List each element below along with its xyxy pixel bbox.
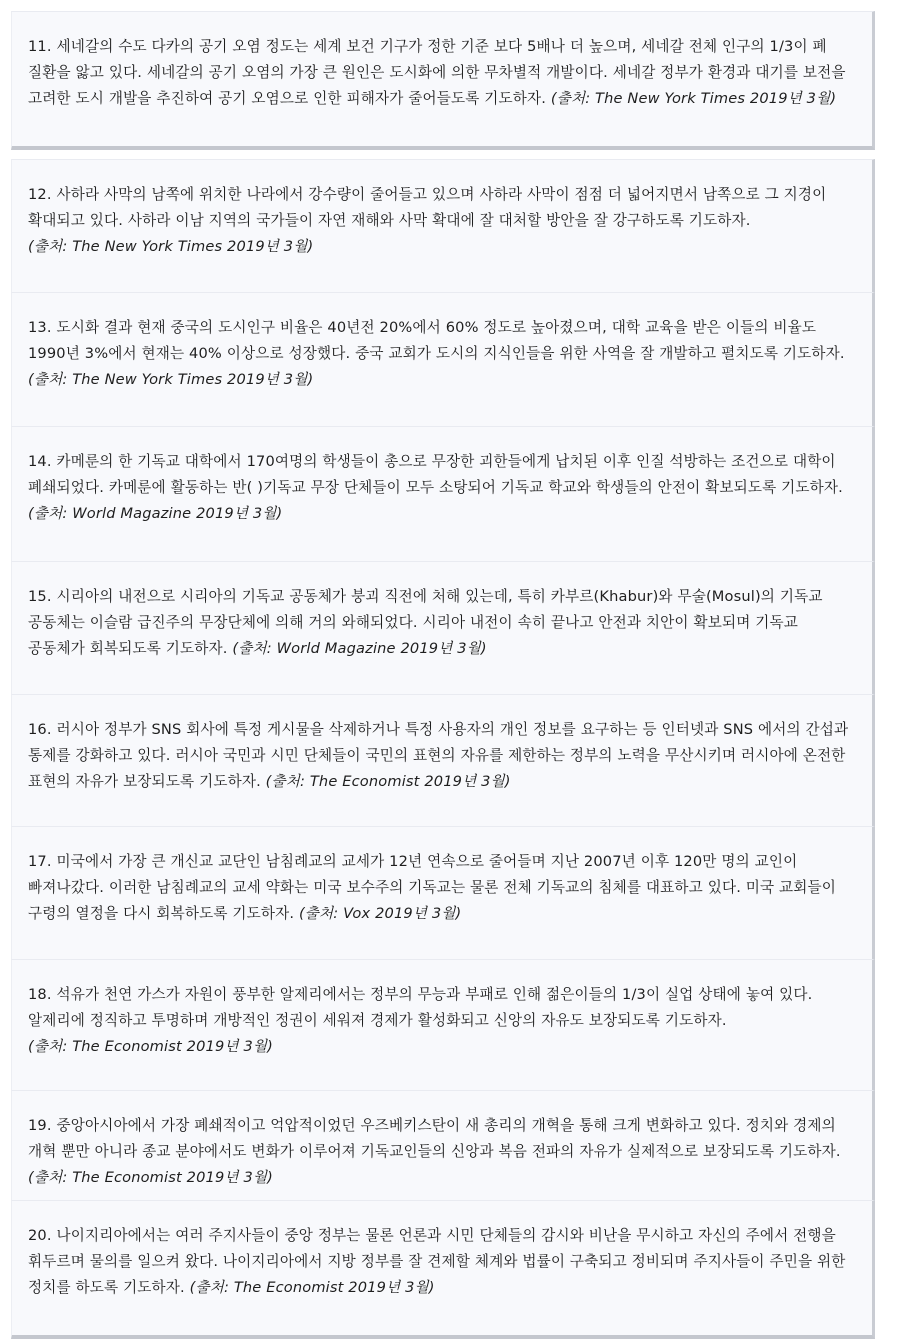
prayer-topic-card-13 [11,292,875,431]
prayer-topic-source: (출처: The Economist 2019년 3월) [28,1038,273,1055]
prayer-topic-source: (출처: The New York Times 2019년 3월) [550,90,837,107]
prayer-topic-card-12 [11,159,875,298]
prayer-topic-source: (출처: Vox 2019년 3월) [298,905,462,922]
prayer-topic-source: (출처: The New York Times 2019년 3월) [28,238,314,255]
prayer-topic-text: 16. 러시아 정부가 SNS 회사에 특정 게시물을 삭제하거나 특정 사용자의 개인 정보를 요구하는 등 인터넷과 SNS 에서의 간섭과 통제를 강화하고 있다. 러시아 국민과 시민 단체들이 국민의 표현의 자유를 제한하는 정부의 노력을 무산시키며 러시아에 온전한 표현의 자유가 보장되도록 기도하자. [28,721,849,790]
prayer-topic-source: (출처: The Economist 2019년 3월) [28,1169,273,1186]
prayer-topic-text: 18. 석유가 천연 가스가 자원이 풍부한 알제리에서는 정부의 무능과 부패로 인해 젊은이들의 1/3이 실업 상태에 놓여 있다. 알제리에 정직하고 투명하며 개방적인 정권이 세워져 경제가 활성화되고 신앙의 자유도 보장되도록 기도하자. [28,986,813,1029]
prayer-topic-source: (출처: The Economist 2019년 3월) [265,773,511,790]
prayer-topic-text: 15. 시리아의 내전으로 시리아의 기독교 공동체가 붕괴 직전에 처해 있는데, 특히 카부르(Khabur)와 무술(Mosul)의 기독교 공동체는 이슬람 급진주의 무장단체에 의해 거의 와해되었다. 시리아 내전이 속히 끝나고 안전과 치안이 확보되며 기독교 공동체가 회복되도록 기도하자. [28,588,823,657]
prayer-topic-card-11 [11,11,875,150]
prayer-topic-card-15 [11,561,875,700]
prayer-topic-text: 19. 중앙아시아에서 가장 폐쇄적이고 억압적이었던 우즈베키스탄이 새 총리의 개혁을 통해 크게 변화하고 있다. 정치와 경제의 개혁 뿐만 아니라 종교 분야에서도 변화가 이루어져 기독교인들의 신앙과 복음 전파의 자유가 실제적으로 보장되도록 기도하자. [28,1117,841,1160]
prayer-topic-text: 20. 나이지리아에서는 여러 주지사들이 중앙 정부는 물론 언론과 시민 단체들의 감시와 비난을 무시하고 자신의 주에서 전행을 휘두르며 물의를 일으켜 왔다. 나이지리아에서 지방 정부를 잘 견제할 체계와 법률이 구축되고 정비되며 주지사들이 주민을 위한 정치를 하도록 기도하자. [28,1227,846,1296]
prayer-topic-card-20 [11,1200,875,1339]
prayer-topic-text: 12. 사하라 사막의 남쪽에 위치한 나라에서 강수량이 줄어들고 있으며 사하라 사막이 점점 더 넓어지면서 남쪽으로 그 지경이 확대되고 있다. 사하라 이남 지역의 국가들이 자연 재해와 사막 확대에 잘 대처할 방안을 잘 강구하도록 기도하자. [28,186,827,229]
prayer-topic-text: 11. 세네갈의 수도 다카의 공기 오염 정도는 세계 보건 기구가 정한 기준 보다 5배나 더 높으며, 세네갈 전체 인구의 1/3이 폐 질환을 앓고 있다. 세네갈의 공기 오염의 가장 큰 원인은 도시화에 의한 무차별적 개발이다. 세네갈 정부가 환경과 대기를 보전을 고려한 도시 개발을 추진하여 공기 오염으로 인한 피해자가 줄어들도록 기도하자. [28,38,846,107]
prayer-topic-source: (출처: World Magazine 2019년 3월) [232,640,487,657]
prayer-topic-source: (출처: The Economist 2019년 3월) [189,1279,435,1296]
prayer-topic-card-14 [11,426,875,565]
prayer-topic-source: (출처: World Magazine 2019년 3월) [28,505,283,522]
prayer-topic-text: 14. 카메룬의 한 기독교 대학에서 170여명의 학생들이 총으로 무장한 괴한들에게 납치된 이후 인질 석방하는 조건으로 대학이 폐쇄되었다. 카메룬에 활동하는 반( )기독교 무장 단체들이 모두 소탕되어 기독교 학교와 학생들의 안전이 확보되도록 기도하자. [28,453,843,496]
prayer-topic-card-18 [11,959,875,1098]
prayer-topic-text: 13. 도시화 결과 현재 중국의 도시인구 비율은 40년전 20%에서 60% 정도로 높아졌으며, 대학 교육을 받은 이들의 비율도 1990년 3%에서 현재는 40% 이상으로 성장했다. 중국 교회가 도시의 지식인들을 위한 사역을 잘 개발하고 펼치도록 기도하자. [28,319,845,362]
prayer-topic-card-17 [11,826,875,965]
prayer-topic-source: (출처: The New York Times 2019년 3월) [28,371,314,388]
prayer-topic-card-16 [11,694,875,833]
prayer-topic-text: 17. 미국에서 가장 큰 개신교 교단인 남침례교의 교세가 12년 연속으로 줄어들며 지난 2007년 이후 120만 명의 교인이 빠져나갔다. 이러한 남침례교의 교세 약화는 미국 보수주의 기독교는 물론 전체 기독교의 침체를 대표하고 있다. 미국 교회들이 구령의 열정을 다시 회복하도록 기도하자. [28,853,837,922]
